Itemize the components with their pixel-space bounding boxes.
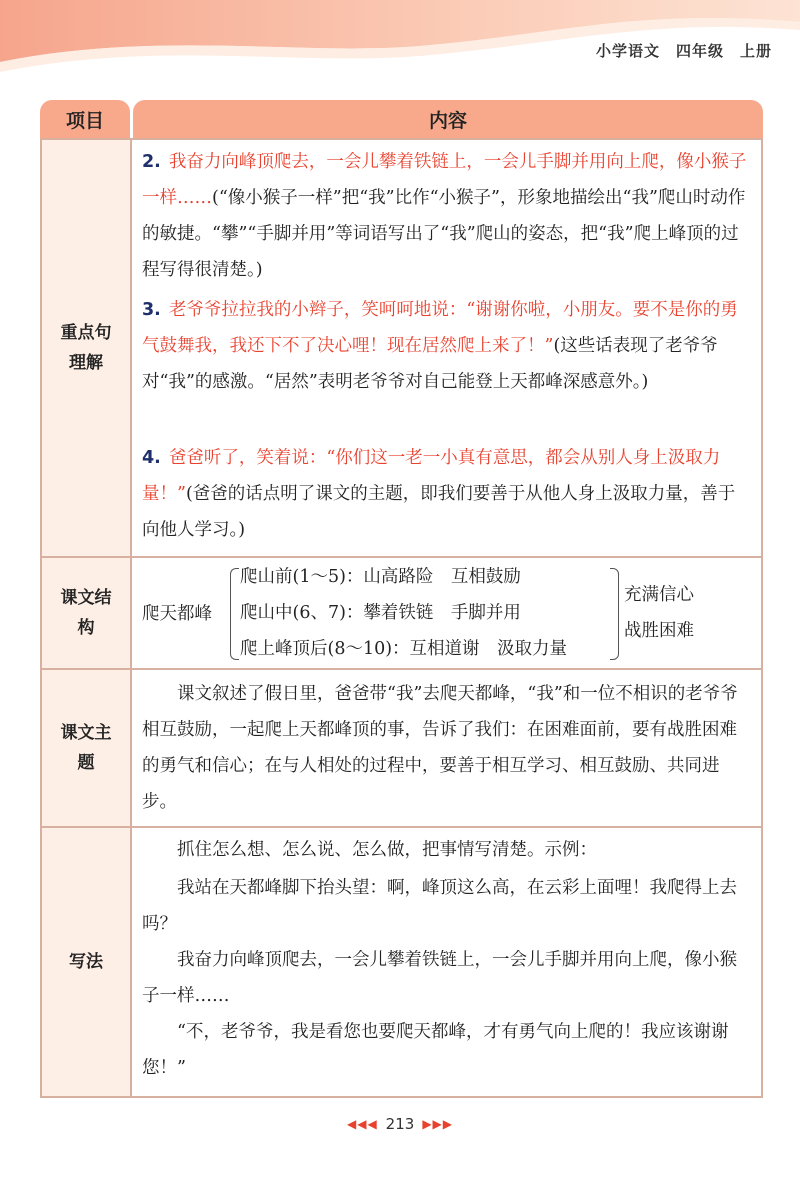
row-theme [42, 670, 761, 828]
writing-example: 我奋力向峰顶爬去，一会儿攀着铁链上，一会儿手脚并用向上爬，像小猴子一样…… [142, 950, 737, 1006]
row-writing-method [42, 828, 761, 1096]
sentence-analysis: (这些话表现了老爷爷对“我”的感激。“居然”表明老爷爷对自己能登上天都峰深感意外。) [142, 336, 718, 392]
right-brace [610, 568, 619, 660]
sentence-analysis: (“像小猴子一样”把“我”比作“小猴子”，形象地描绘出“我”爬山时动作的敏捷。“攀”“手脚并用”等词语写出了“我”爬山的姿态，把“我”爬上峰顶的过程写得很清楚。) [142, 188, 746, 280]
quoted-sentence: 老爷爷拉拉我的小辫子，笑呵呵地说：“谢谢你啦，小朋友。要不是你的勇气鼓舞我，我还下不了决心哩！现在居然爬上来了！” [142, 300, 738, 356]
row-structure [42, 558, 761, 670]
row-label-theme: 课文主题 [60, 723, 112, 773]
structure-part: 爬山前(1～5)：山高路险 互相鼓励 [240, 567, 521, 587]
item-number: 2. [142, 152, 161, 172]
column-header-item: 项目 [40, 100, 130, 138]
structure-root: 爬天都峰 [142, 604, 212, 624]
sentence-item [142, 144, 749, 288]
quoted-sentence: 爸爸听了，笑着说：“你们这一老一小真有意思，都会从别人身上汲取力量！” [142, 448, 721, 504]
right-arrows-icon: ▶▶▶ [422, 1117, 453, 1131]
sentence-item [142, 292, 749, 400]
column-header-content: 内容 [133, 100, 763, 138]
quoted-sentence: 我奋力向峰顶爬去，一会儿攀着铁链上，一会儿手脚并用向上爬，像小猴子一样…… [142, 152, 747, 208]
item-number: 4. [142, 448, 161, 468]
structure-result: 充满信心 [624, 585, 694, 605]
writing-example: 我站在天都峰脚下抬头望：啊，峰顶这么高，在云彩上面哩！我爬得上去吗？ [142, 878, 737, 934]
structure-part: 爬上峰顶后(8～10)：互相道谢 汲取力量 [240, 639, 568, 659]
book-title: 小学语文 四年级 上册 [595, 42, 772, 60]
item-number: 3. [142, 300, 161, 320]
structure-part: 爬山中(6、7)：攀着铁链 手脚并用 [240, 603, 521, 623]
writing-example: “不，老爷爷，我是看您也要爬天都峰，才有勇气向上爬的！我应该谢谢您！” [142, 1022, 729, 1078]
row-label-structure: 课文结构 [60, 588, 112, 638]
page-footer [0, 1112, 800, 1136]
sentence-analysis: (爸爸的话点明了课文的主题，即我们要善于从他人身上汲取力量，善于向他人学习。) [142, 484, 736, 540]
row-label-key-sentences: 重点句理解 [60, 323, 112, 373]
row-key-sentences [42, 140, 761, 558]
theme-text: 课文叙述了假日里，爸爸带“我”去爬天都峰，“我”和一位不相识的老爷爷相互鼓励，一起爬上天都峰顶的事，告诉了我们：在困难面前，要有战胜困难的勇气和信心；在与人相处的过程中，要善于相互学习、相互鼓励、共同进步。 [142, 684, 738, 812]
left-arrows-icon: ◀◀◀ [346, 1117, 378, 1131]
left-brace [230, 568, 239, 660]
page-number: 213 [385, 1115, 415, 1133]
content-table [40, 138, 763, 1098]
structure-result: 战胜困难 [624, 621, 694, 641]
row-label-writing-method: 写法 [69, 952, 103, 972]
sentence-item [142, 440, 749, 548]
writing-intro: 抓住怎么想、怎么说、怎么做，把事情写清楚。示例： [177, 840, 597, 860]
